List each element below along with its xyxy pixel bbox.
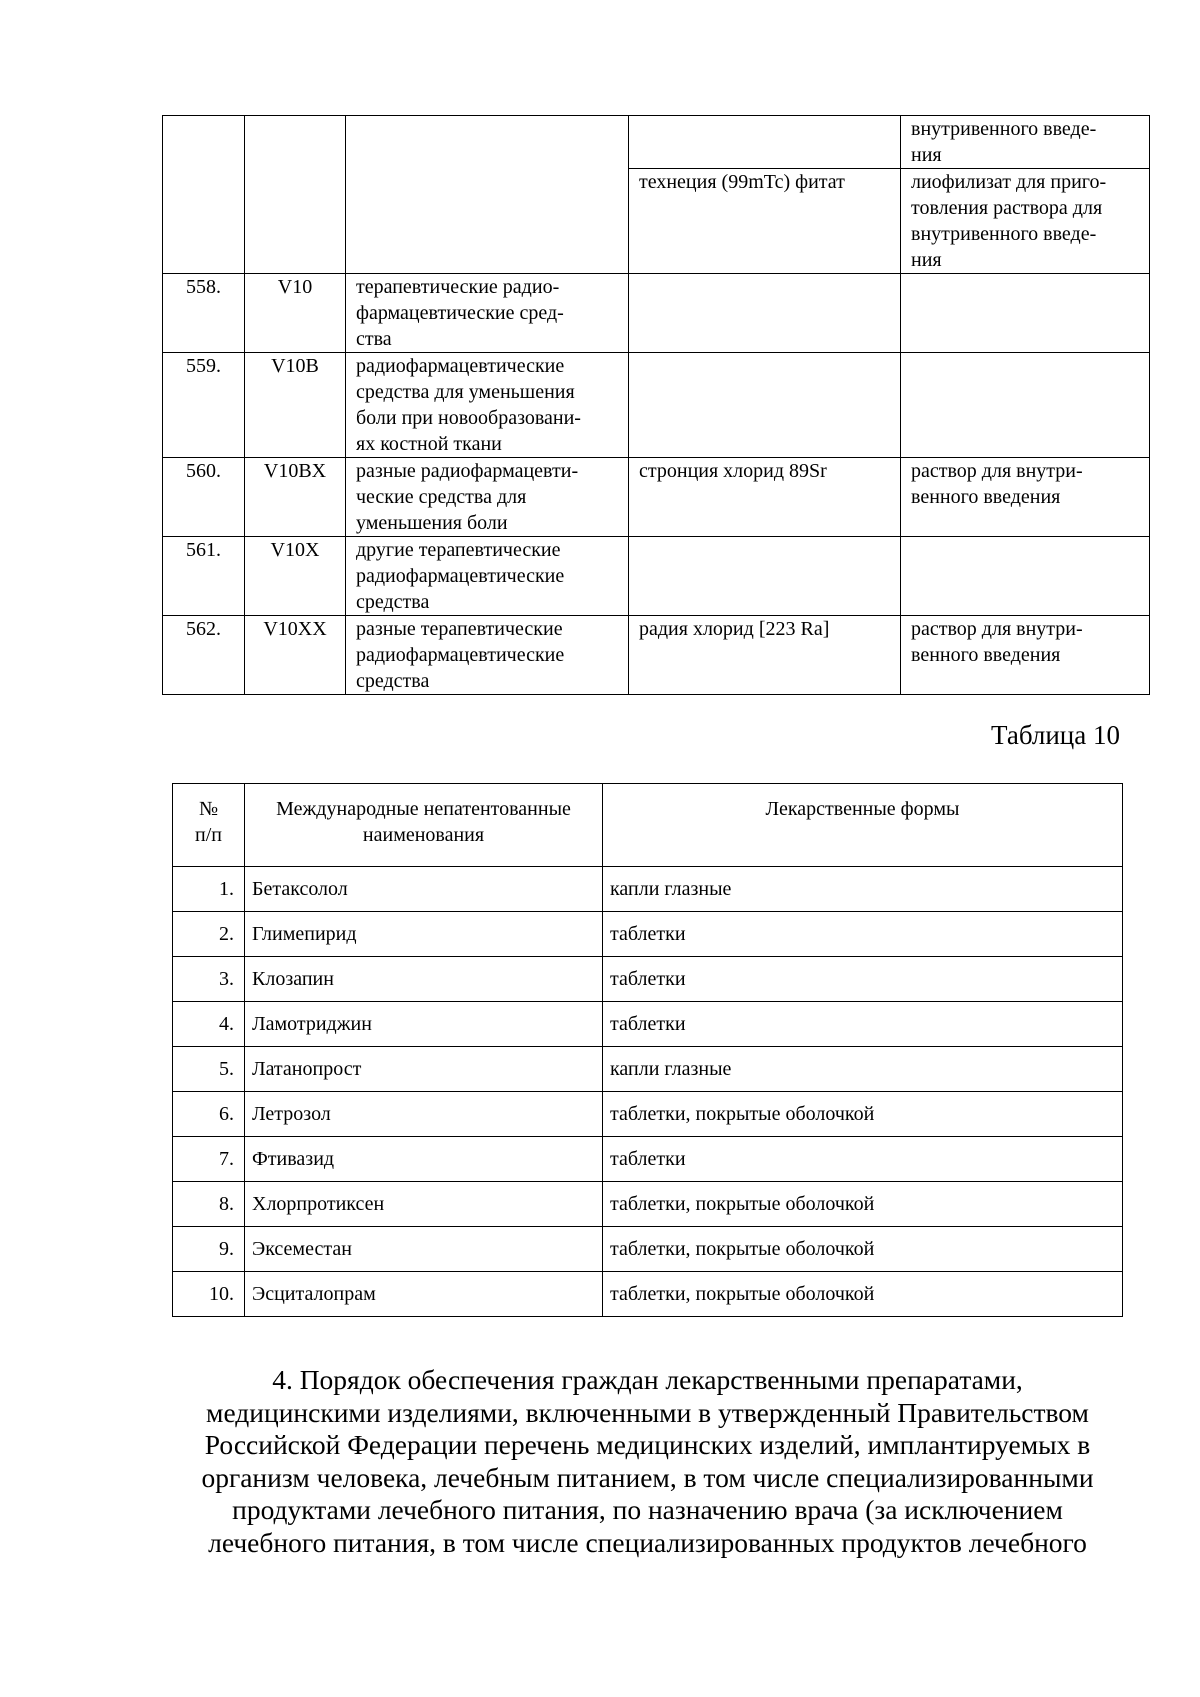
drug-name-cell: Летрозол xyxy=(245,1092,603,1137)
row-number-cell: 559. xyxy=(163,353,245,458)
dosage-form-cell: таблетки, покрытые оболочкой xyxy=(603,1227,1123,1272)
row-number-cell: 6. xyxy=(173,1092,245,1137)
drug-name-cell: технеция (99mTc) фитат xyxy=(629,169,901,274)
drug-table-continuation xyxy=(162,115,1150,695)
drug-name-cell: Бетаксолол xyxy=(245,867,603,912)
drug-name-cell: Эсциталопрам xyxy=(245,1272,603,1317)
group-name-cell: разные радиофармацевти- ческие средства для уменьшения боли xyxy=(346,458,629,537)
dosage-form-cell xyxy=(901,274,1150,353)
dosage-form-cell: таблетки, покрытые оболочкой xyxy=(603,1272,1123,1317)
atc-code-cell: V10XX xyxy=(245,616,346,695)
row-number-cell: 562. xyxy=(163,616,245,695)
section-4-heading xyxy=(170,1364,1125,1559)
table-row xyxy=(173,1272,1123,1317)
dosage-form-cell: раствор для внутри- венного введения xyxy=(901,616,1150,695)
heading-line: Российской Федерации перечень медицинских изделий, имплантируемых в xyxy=(204,1429,1091,1460)
atc-code-cell xyxy=(245,116,346,274)
row-number-cell: 2. xyxy=(173,912,245,957)
dosage-form-cell: таблетки xyxy=(603,957,1123,1002)
drug-name-cell: Клозапин xyxy=(245,957,603,1002)
atc-code-cell: V10BX xyxy=(245,458,346,537)
table-row xyxy=(173,1227,1123,1272)
dosage-form-cell: таблетки, покрытые оболочкой xyxy=(603,1182,1123,1227)
table-row xyxy=(173,1137,1123,1182)
dosage-form-cell: капли глазные xyxy=(603,867,1123,912)
table-caption: Таблица 10 xyxy=(991,720,1120,750)
table-row xyxy=(163,116,1150,169)
dosage-form-cell xyxy=(901,353,1150,458)
row-number-cell: 7. xyxy=(173,1137,245,1182)
heading-line: медицинскими изделиями, включенными в утвержденный Правительством xyxy=(206,1396,1089,1428)
dosage-form-cell: таблетки, покрытые оболочкой xyxy=(603,1092,1123,1137)
table-row xyxy=(173,1047,1123,1092)
row-number-cell: 561. xyxy=(163,537,245,616)
dosage-form-cell: раствор для внутри- венного введения xyxy=(901,458,1150,537)
row-number-cell: 558. xyxy=(163,274,245,353)
row-number-cell: 4. xyxy=(173,1002,245,1047)
drug-name-cell xyxy=(629,116,901,169)
drug-name-cell xyxy=(629,274,901,353)
heading-line: продуктами лечебного питания, по назначению врача (за исключением xyxy=(232,1494,1063,1525)
group-name-cell: радиофармацевтические средства для уменьшения боли при новообразовани- ях костной ткани xyxy=(346,353,629,458)
group-name-cell: терапевтические радио- фармацевтические сред- ства xyxy=(346,274,629,353)
table-header-row xyxy=(173,784,1123,867)
column-header-inn: Международные непатентованные наименования xyxy=(245,784,603,867)
drug-name-cell: Ламотриджин xyxy=(245,1002,603,1047)
drug-name-cell: Латанопрост xyxy=(245,1047,603,1092)
heading-line: организм человека, лечебным питанием, в том числе специализированными xyxy=(201,1461,1094,1493)
atc-code-cell: V10B xyxy=(245,353,346,458)
drug-name-cell: Глимепирид xyxy=(245,912,603,957)
table-row xyxy=(173,1182,1123,1227)
column-header-dosage-forms: Лекарственные формы xyxy=(603,784,1123,867)
row-number-cell: 1. xyxy=(173,867,245,912)
group-name-cell xyxy=(346,116,629,274)
heading-line: лечебного питания, в том числе специализированных продуктов лечебного xyxy=(208,1526,1087,1558)
table-row xyxy=(173,957,1123,1002)
row-number-cell: 560. xyxy=(163,458,245,537)
table-row xyxy=(163,616,1150,695)
table-10 xyxy=(172,783,1123,1317)
table-row xyxy=(163,353,1150,458)
table-row xyxy=(173,1002,1123,1047)
group-name-cell: разные терапевтические радиофармацевтические средства xyxy=(346,616,629,695)
drug-name-cell: стронция хлорид 89Sr xyxy=(629,458,901,537)
row-number-cell: 8. xyxy=(173,1182,245,1227)
drug-name-cell xyxy=(629,537,901,616)
column-header-number: № п/п xyxy=(173,784,245,867)
table-row xyxy=(173,912,1123,957)
atc-code-cell: V10 xyxy=(245,274,346,353)
drug-name-cell: радия хлорид [223 Ra] xyxy=(629,616,901,695)
table-row xyxy=(163,458,1150,537)
dosage-form-cell: лиофилизат для приго- товления раствора для внутривенного введе- ния xyxy=(901,169,1150,274)
row-number-cell: 5. xyxy=(173,1047,245,1092)
dosage-form-cell: таблетки xyxy=(603,1002,1123,1047)
dosage-form-cell xyxy=(901,537,1150,616)
group-name-cell: другие терапевтические радиофармацевтические средства xyxy=(346,537,629,616)
row-number-cell: 3. xyxy=(173,957,245,1002)
drug-name-cell: Хлорпротиксен xyxy=(245,1182,603,1227)
heading-line: 4. Порядок обеспечения граждан лекарственными препаратами, xyxy=(272,1364,1023,1395)
row-number-cell: 9. xyxy=(173,1227,245,1272)
table-row xyxy=(163,274,1150,353)
dosage-form-cell: таблетки xyxy=(603,912,1123,957)
dosage-form-cell: внутривенного введе- ния xyxy=(901,116,1150,169)
table-row xyxy=(173,867,1123,912)
atc-code-cell: V10X xyxy=(245,537,346,616)
table-row xyxy=(163,537,1150,616)
row-number-cell xyxy=(163,116,245,274)
table-row xyxy=(173,1092,1123,1137)
drug-name-cell xyxy=(629,353,901,458)
dosage-form-cell: капли глазные xyxy=(603,1047,1123,1092)
drug-name-cell: Фтивазид xyxy=(245,1137,603,1182)
row-number-cell: 10. xyxy=(173,1272,245,1317)
dosage-form-cell: таблетки xyxy=(603,1137,1123,1182)
drug-name-cell: Эксеместан xyxy=(245,1227,603,1272)
